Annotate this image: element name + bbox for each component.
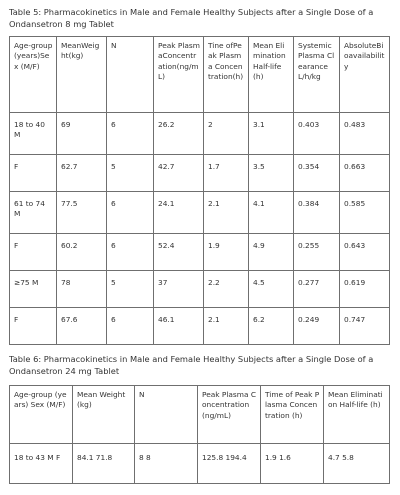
table-cell: 5: [107, 271, 154, 308]
column-header: Time of Peak Plasma Concentration (h): [261, 386, 324, 444]
table-cell: F: [10, 308, 57, 345]
column-header: N: [107, 37, 154, 113]
table-cell: 4.5: [249, 271, 294, 308]
table-cell: 18 to 40 M: [10, 113, 57, 155]
table-cell: 0.663: [340, 155, 390, 192]
table-cell: 0.483: [340, 113, 390, 155]
table-row: [10, 308, 390, 345]
table-cell: 46.1: [154, 308, 204, 345]
column-header: N: [135, 386, 198, 444]
table-cell: 8 8: [135, 444, 198, 484]
column-header: Age-group(years)Sex (M/F): [10, 37, 57, 113]
table-cell: 4.1: [249, 192, 294, 234]
table-cell: 0.403: [294, 113, 340, 155]
table-cell: 5: [107, 155, 154, 192]
table-cell: 3.5: [249, 155, 294, 192]
table-cell: 78: [57, 271, 107, 308]
column-header: Age-group (years) Sex (M/F): [10, 386, 73, 444]
table-row: [10, 234, 390, 271]
table-cell: 0.585: [340, 192, 390, 234]
table-cell: 67.6: [57, 308, 107, 345]
table-row: [10, 444, 390, 484]
table-cell: 2.1: [204, 192, 249, 234]
table-cell: 125.8 194.4: [198, 444, 261, 484]
table-cell: 0.619: [340, 271, 390, 308]
table-cell: 0.384: [294, 192, 340, 234]
table-6-caption: Table 6: Pharmacokinetics in Male and Female Healthy Subjects after a Single Dose of a Ondansetron 24 mg Tablet: [9, 354, 374, 376]
table-cell: 2: [204, 113, 249, 155]
table-cell: 6: [107, 192, 154, 234]
table-cell: 60.2: [57, 234, 107, 271]
table-5-caption: Table 5: Pharmacokinetics in Male and Female Healthy Subjects after a Single Dose of a Ondansetron 8 mg Tablet: [9, 7, 374, 29]
column-header: Mean Elimination Half-life (h): [324, 386, 390, 444]
table-cell: 37: [154, 271, 204, 308]
table-cell: 2.1: [204, 308, 249, 345]
pharmacokinetics-table-24mg: [9, 385, 390, 484]
table-cell: 61 to 74 M: [10, 192, 57, 234]
column-header: Mean Weight (kg): [73, 386, 135, 444]
table-cell: 6: [107, 113, 154, 155]
table-cell: 42.7: [154, 155, 204, 192]
column-header: Systemic Plasma Clearance L/h/kg: [294, 37, 340, 113]
table-header-row: [10, 37, 390, 113]
table-cell: 0.354: [294, 155, 340, 192]
table-cell: 1.7: [204, 155, 249, 192]
column-header: Tine ofPeak Plasma Concentration(h): [204, 37, 249, 113]
table-cell: 84.1 71.8: [73, 444, 135, 484]
table-row: [10, 155, 390, 192]
table-row: [10, 192, 390, 234]
table-cell: 4.9: [249, 234, 294, 271]
table-cell: F: [10, 155, 57, 192]
column-header: Mean Elimination Half-life(h): [249, 37, 294, 113]
table-cell: 18 to 43 M F: [10, 444, 73, 484]
table-cell: F: [10, 234, 57, 271]
table-cell: 3.1: [249, 113, 294, 155]
column-header: Peak PlasmaConcentration(ng/mL): [154, 37, 204, 113]
column-header: Peak Plasma Concentration (ng/mL): [198, 386, 261, 444]
table-cell: 0.249: [294, 308, 340, 345]
table-header-row: [10, 386, 390, 444]
table-cell: 24.1: [154, 192, 204, 234]
table-cell: 4.7 5.8: [324, 444, 390, 484]
table-cell: 1.9: [204, 234, 249, 271]
column-header: AbsoluteBioavailability: [340, 37, 390, 113]
table-cell: ≥75 M: [10, 271, 57, 308]
table-cell: 62.7: [57, 155, 107, 192]
table-cell: 6.2: [249, 308, 294, 345]
table-cell: 0.643: [340, 234, 390, 271]
table-cell: 0.255: [294, 234, 340, 271]
table-cell: 1.9 1.6: [261, 444, 324, 484]
table-cell: 0.747: [340, 308, 390, 345]
table-cell: 77.5: [57, 192, 107, 234]
column-header: MeanWeight(kg): [57, 37, 107, 113]
table-cell: 6: [107, 234, 154, 271]
table-row: [10, 271, 390, 308]
table-row: [10, 113, 390, 155]
table-cell: 0.277: [294, 271, 340, 308]
table-cell: 26.2: [154, 113, 204, 155]
table-cell: 6: [107, 308, 154, 345]
table-cell: 52.4: [154, 234, 204, 271]
table-cell: 2.2: [204, 271, 249, 308]
pharmacokinetics-table-8mg: [9, 36, 390, 345]
table-cell: 69: [57, 113, 107, 155]
